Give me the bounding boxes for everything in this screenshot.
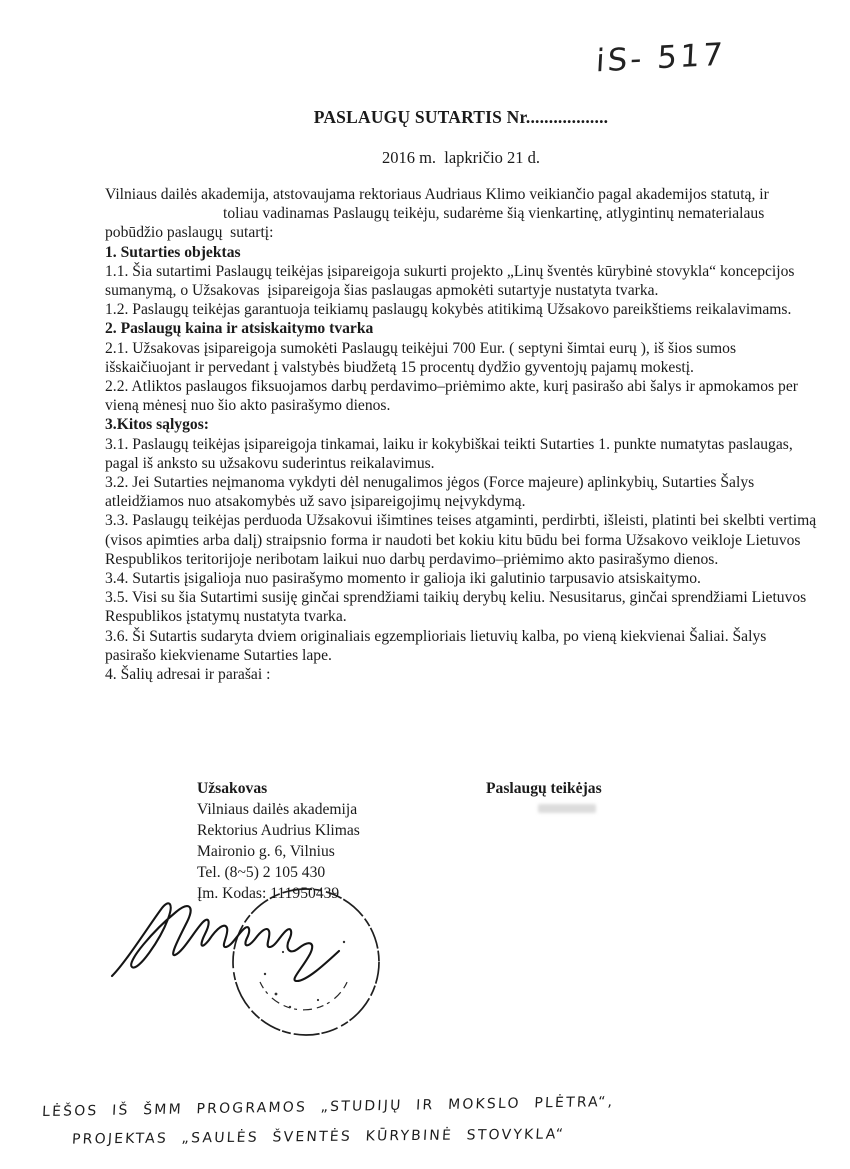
- provider-column: [486, 778, 602, 799]
- handwritten-case-number: iS- 517: [595, 36, 727, 80]
- contract-body: [105, 185, 819, 684]
- contract-paragraph: 4. Šalių adresai ir parašai :: [105, 666, 271, 684]
- stamp-and-signature-graphic: [108, 882, 408, 1057]
- contract-paragraph: 3.2. Jei Sutarties neįmanoma vykdyti dėl nenugalimos jėgos (Force majeure) aplinkybių, Sutarties Šalys atleidžiamos nuo atsakomybės už savo įsipareigojimų neįvykdymą.: [105, 474, 759, 511]
- intro-text-before-blank: Vilniaus dailės akademija, atstovaujama rektoriaus Audriaus Klimo veikiančio pagal akademijos statutą, ir: [105, 186, 769, 203]
- contract-paragraph: 2.1. Užsakovas įsipareigoja sumokėti Paslaugų teikėjui 700 Eur. ( septyni šimtai eurų ), iš šios sumos išskaičiuojant ir pervedant į valstybės biudžetą 15 procentų dydžio gyventojų pajamų mokestį.: [105, 339, 740, 376]
- handwritten-note-line: PROJEKTAS „SAULĖS ŠVENTĖS KŪRYBINĖ STOVYKLA“: [71, 1126, 566, 1148]
- document-date: 2016 m. lapkričio 21 d.: [381, 148, 541, 167]
- contract-paragraph: 3.3. Paslaugų teikėjas perduoda Užsakovui išimtines teises atgaminti, perdirbti, išleisti, platinti bei skelbti vertimą (visos apimties arba dalį) straipsnio forma ir naudoti bet kokiu kitu būdu bei forma Užsakovo veikloje Lietuvos Respublikos teritorijoje neribotam laikui nuo darbų perdavimo–priėmimo akto pasirašymo dienos.: [105, 512, 821, 568]
- client-heading: Užsakovas: [197, 780, 268, 797]
- client-address-line: Rektorius Audrius Klimas: [197, 822, 360, 839]
- client-address-line: Tel. (8~5) 2 105 430: [197, 864, 326, 881]
- signature-scrawl: [112, 903, 339, 981]
- client-address-line: Vilniaus dailės akademija: [197, 801, 358, 818]
- section-heading: 2. Paslaugų kaina ir atsiskaitymo tvarka: [105, 320, 374, 338]
- signature-and-stamp: [108, 882, 408, 1057]
- contract-paragraph: 3.1. Paslaugų teikėjas įsipareigoja tinkamai, laiku ir kokybiškai teikti Sutarties 1. punkte numatytas paslaugas, pagal iš anksto su užsakovu suderintus reikalavimus.: [105, 435, 797, 472]
- contract-paragraph: 3.5. Visi su šia Sutartimi susiję ginčai sprendžiami taikių derybų keliu. Nesusitarus, ginčai sprendžiami Lietuvos Respublikos įstatymų nustatyta tvarka.: [105, 589, 811, 626]
- handwritten-note-line: LĖŠOS IŠ ŠMM PROGRAMOS „STUDIJŲ IR MOKSLO PLĖTRA“,: [41, 1093, 615, 1121]
- client-address-line: Įm. Kodas: 111950439: [197, 885, 340, 902]
- section-heading: 1. Sutarties objektas: [105, 243, 241, 261]
- erased-text-smudge: [538, 804, 596, 813]
- section-heading: 3.Kitos sąlygos:: [105, 416, 209, 434]
- provider-heading: Paslaugų teikėjas: [486, 780, 602, 797]
- intro-paragraph: [105, 185, 819, 243]
- client-address-line: Maironio g. 6, Vilnius: [197, 843, 335, 860]
- intro-text-after-blank: toliau vadinamas Paslaugų teikėju, sudarėme šią vienkartinę, atlygintinų nematerialaus pobūdžio paslaugų sutartį:: [105, 205, 769, 242]
- contract-paragraph: 3.6. Ši Sutartis sudaryta dviem originaliais egzemplioriais lietuvių kalba, po vieną kiekvienai Šaliai. Šalys pasirašo kiekviename Sutarties lape.: [105, 627, 771, 664]
- contract-paragraph: 1.1. Šia sutartimi Paslaugų teikėjas įsipareigoja sukurti projekto „Linų šventės kūrybinė stovykla“ koncepcijos sumanymą, o Užsakovas įsipareigoja šias paslaugas apmokėti sutartyje nustatyta tvarka.: [105, 262, 803, 300]
- contract-paragraph: 3.4. Sutartis įsigalioja nuo pasirašymo momento ir galioja iki galutinio tarpusavio atsiskaitymo.: [105, 570, 701, 588]
- contract-paragraph: 2.2. Atliktos paslaugos fiksuojamos darbų perdavimo–priėmimo akte, kurį pasirašo abi šalys ir apmokamos per vieną mėnesį nuo šio akto pasirašymo dienos.: [105, 378, 802, 415]
- contract-paragraph: 1.2. Paslaugų teikėjas garantuoja teikiamų paslaugų kokybės atitikimą Užsakovo pareikštiems reikalavimams.: [105, 301, 792, 319]
- document-title: PASLAUGŲ SUTARTIS Nr..................: [313, 107, 609, 127]
